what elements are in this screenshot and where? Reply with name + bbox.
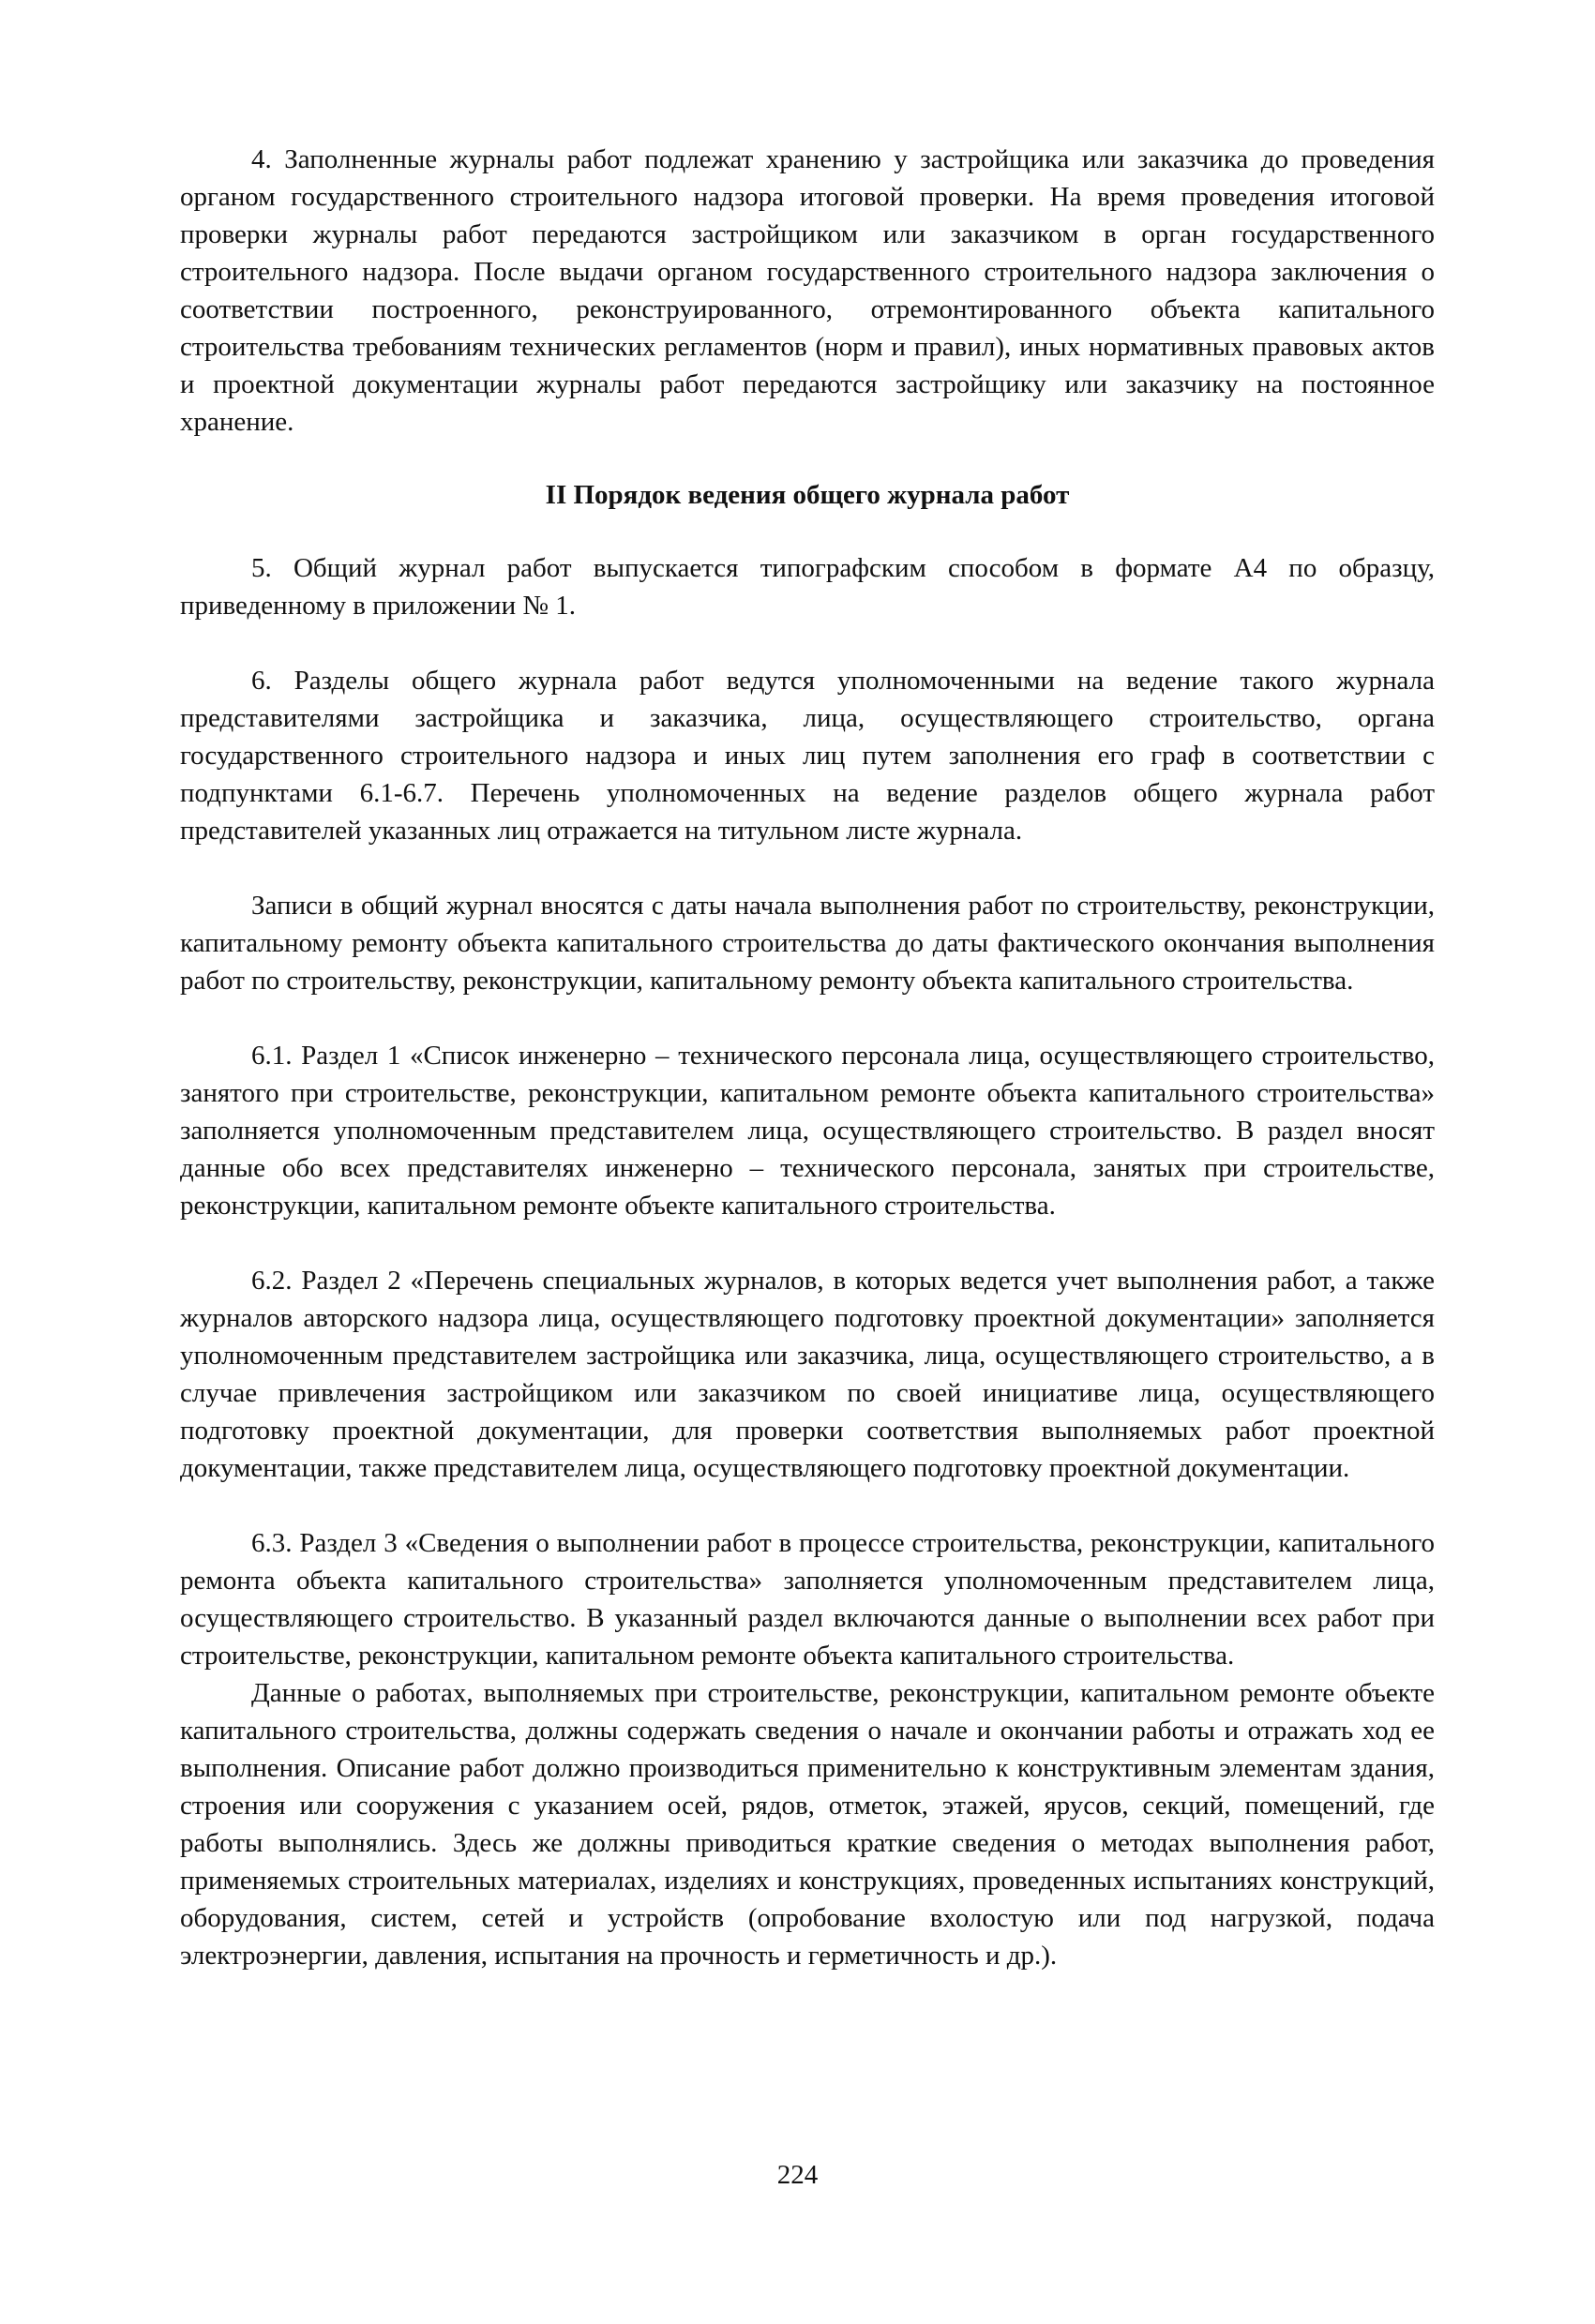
paragraph-5: 5. Общий журнал работ выпускается типографским способом в формате А4 по образцу, приведенному в приложении № 1. <box>180 553 1435 621</box>
document-page <box>180 141 1435 1974</box>
section-heading: II Порядок ведения общего журнала работ <box>545 480 1070 510</box>
paragraph-4: 4. Заполненные журналы работ подлежат хранению у застройщика или заказчика до проведения органом государственного строительного надзора итоговой проверки. На время проведения итоговой проверки журналы работ передаются застройщиком или заказчиком в орган государственного строительного надзора. После выдачи органом государственного строительного надзора заключения о соответствии построенного, реконструированного, отремонтированного объекта капитального строительства требованиям технических регламентов (норм и правил), иных нормативных правовых актов и проектной документации журналы работ передаются застройщику или заказчику на постоянное хранение. <box>180 144 1435 437</box>
paragraph-6-2: 6.2. Раздел 2 «Перечень специальных журналов, в которых ведется учет выполнения работ, а также журналов авторского надзора лица, осуществляющего подготовку проектной документации» заполняется уполномоченным представителем застройщика или заказчика, лица, осуществляющего строительство, а в случае привлечения застройщиком или заказчиком по своей инициативе лица, осуществляющего подготовку проектной документации, для проверки соответствия выполняемых работ проектной документации, также представителем лица, осуществляющего подготовку проектной документации. <box>180 1266 1435 1483</box>
paragraph-work-data: Данные о работах, выполняемых при строительстве, реконструкции, капитальном ремонте объекте капитального строительства, должны содержать сведения о начале и окончании работы и отражать ход ее выполнения. Описание работ должно производиться применительно к конструктивным элементам здания, строения или сооружения с указанием осей, рядов, отметок, этажей, ярусов, секций, помещений, где работы выполнялись. Здесь же должны приводиться краткие сведения о методах выполнения работ, применяемых строительных материалах, изделиях и конструкциях, проведенных испытаниях конструкций, оборудования, систем, сетей и устройств (опробование вхолостую или под нагрузкой, подача электроэнергии, давления, испытания на прочность и герметичность и др.). <box>180 1678 1435 1971</box>
paragraph-records: Записи в общий журнал вносятся с даты начала выполнения работ по строительству, реконструкции, капитальному ремонту объекта капитального строительства до даты фактического окончания выполнения работ по строительству, реконструкции, капитальному ремонту объекта капитального строительства. <box>180 891 1435 996</box>
paragraph-6-1: 6.1. Раздел 1 «Список инженерно – технического персонала лица, осуществляющего строительство, занятого при строительстве, реконструкции, капитальном ремонте объекта капитального строительства» заполняется уполномоченным представителем лица, осуществляющего строительство. В раздел вносят данные обо всех представителях инженерно – технического персонала, занятых при строительстве, реконструкции, капитальном ремонте объекте капитального строительства. <box>180 1041 1435 1221</box>
page-number: 224 <box>776 2160 819 2190</box>
paragraph-6: 6. Разделы общего журнала работ ведутся уполномоченными на ведение такого журнала представителями застройщика и заказчика, лица, осуществляющего строительство, органа государственного строительного надзора и иных лиц путем заполнения его граф в соответствии с подпунктами 6.1-6.7. Перечень уполномоченных на ведение разделов общего журнала работ представителей указанных лиц отражается на титульном листе журнала. <box>180 666 1435 846</box>
paragraph-6-3: 6.3. Раздел 3 «Сведения о выполнении работ в процессе строительства, реконструкции, капитального ремонта объекта капитального строительства» заполняется уполномоченным представителем лица, осуществляющего строительство. В указанный раздел включаются данные о выполнении всех работ при строительстве, реконструкции, капитальном ремонте объекта капитального строительства. <box>180 1528 1435 1671</box>
